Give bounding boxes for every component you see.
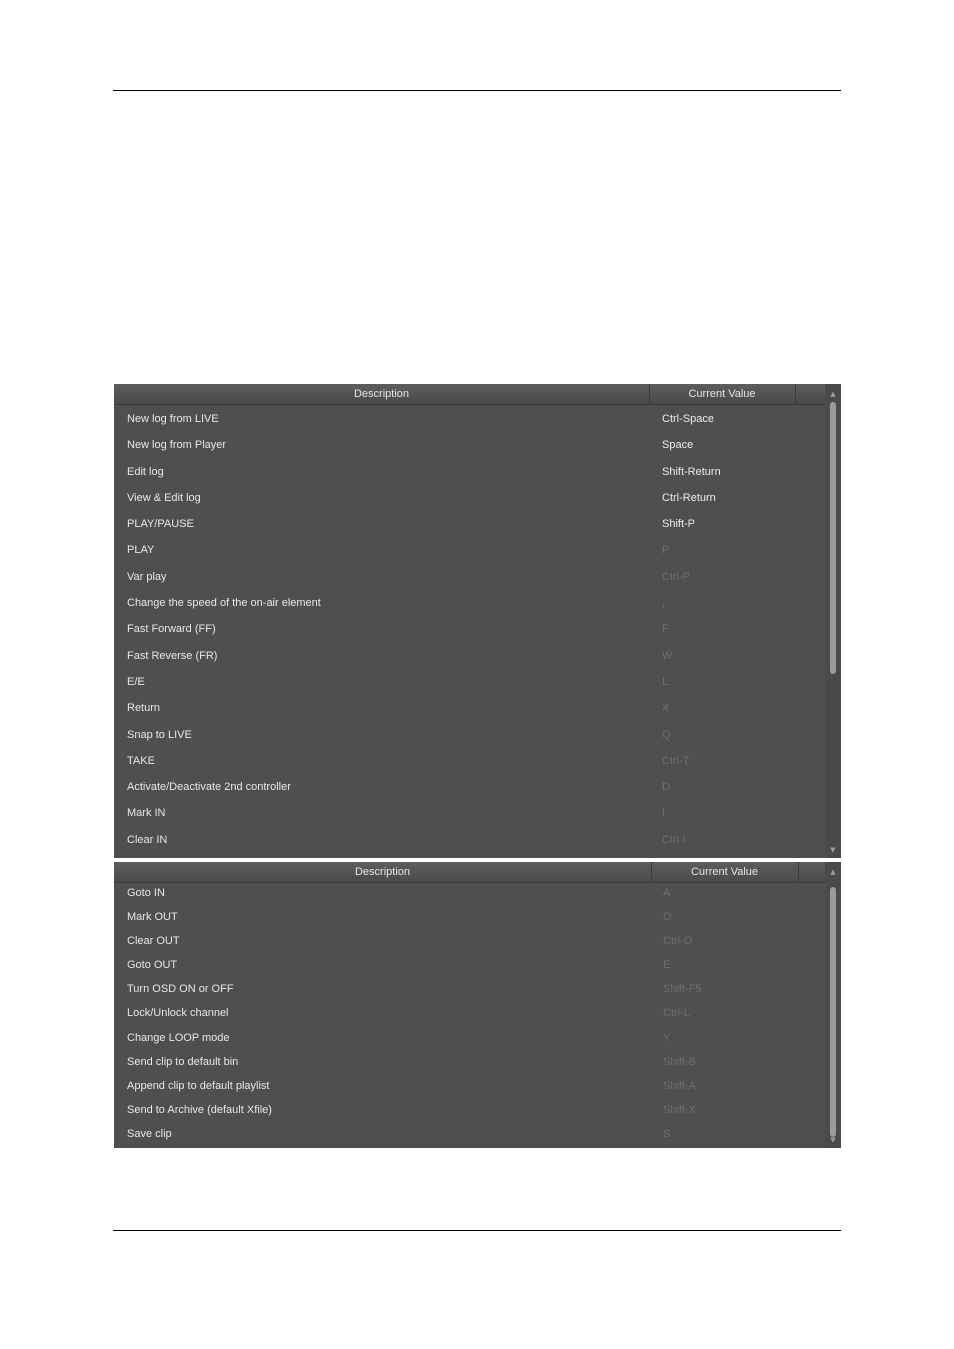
vertical-scrollbar[interactable] xyxy=(825,384,841,858)
shortcut-description: PLAY/PAUSE xyxy=(127,518,194,531)
shortcut-description: Fast Forward (FF) xyxy=(127,623,216,636)
shortcut-description: Goto OUT xyxy=(127,959,178,972)
table-row[interactable] xyxy=(114,977,825,1001)
table-row[interactable] xyxy=(114,590,825,616)
shortcut-value[interactable]: E xyxy=(663,959,671,972)
shortcut-value[interactable]: W xyxy=(662,649,673,662)
shortcut-description: Return xyxy=(127,702,161,715)
shortcut-description: Save clip xyxy=(127,1127,172,1140)
shortcut-description: Snap to LIVE xyxy=(127,728,192,741)
shortcut-description: PLAY xyxy=(127,544,155,557)
table-row[interactable] xyxy=(114,511,825,537)
table-row[interactable] xyxy=(114,669,825,695)
shortcut-description: New log from Player xyxy=(127,439,227,452)
page-footer-rule xyxy=(113,1230,841,1231)
table-row[interactable] xyxy=(114,827,825,853)
shortcut-value[interactable]: X xyxy=(662,702,670,715)
shortcut-description: View & Edit log xyxy=(127,491,201,504)
shortcut-description: TAKE xyxy=(127,754,155,767)
shortcut-description: E/E xyxy=(127,675,145,688)
shortcut-value[interactable]: Shift-B xyxy=(663,1055,697,1068)
shortcut-description: Goto IN xyxy=(127,887,165,899)
shortcut-value[interactable]: Q xyxy=(662,728,671,741)
shortcut-value[interactable]: Ctrl-L xyxy=(663,1007,690,1020)
table-header xyxy=(114,384,825,405)
page-header-rule xyxy=(113,90,841,91)
table-row[interactable] xyxy=(114,953,825,977)
table-row[interactable] xyxy=(114,881,825,905)
column-header-current-value[interactable]: Current Value xyxy=(649,384,796,404)
shortcut-description: Mark OUT xyxy=(127,911,178,924)
table-row[interactable] xyxy=(114,1050,825,1074)
shortcut-value[interactable]: Shift-A xyxy=(663,1079,697,1092)
column-header-description[interactable]: Description xyxy=(114,384,650,404)
table-row[interactable] xyxy=(114,459,825,485)
column-header-current-value[interactable]: Current Value xyxy=(651,862,799,882)
table-row[interactable] xyxy=(114,695,825,721)
scrollbar-thumb[interactable] xyxy=(830,402,836,674)
shortcut-value[interactable]: F xyxy=(662,623,669,636)
shortcut-description: Append clip to default playlist xyxy=(127,1079,270,1092)
shortcut-value[interactable]: S xyxy=(663,1127,671,1140)
shortcut-description: New log from LIVE xyxy=(127,413,219,425)
table-row[interactable] xyxy=(114,1074,825,1098)
table-row[interactable] xyxy=(114,1026,825,1050)
shortcut-value[interactable]: Ctrl-I xyxy=(662,833,686,846)
shortcut-description: Send clip to default bin xyxy=(127,1055,239,1068)
table-row[interactable] xyxy=(114,722,825,748)
shortcut-value[interactable]: , xyxy=(662,597,666,610)
table-header xyxy=(114,862,825,883)
scroll-down-arrow-icon[interactable]: ▼ xyxy=(830,846,836,854)
shortcut-description: Clear IN xyxy=(127,833,168,846)
vertical-scrollbar[interactable] xyxy=(825,862,841,1148)
table-row[interactable] xyxy=(114,643,825,669)
shortcut-description: Fast Reverse (FR) xyxy=(127,649,218,662)
table-row[interactable] xyxy=(114,800,825,826)
table-row[interactable] xyxy=(114,432,825,458)
shortcut-value[interactable]: Ctrl-Space xyxy=(662,413,714,425)
table-row[interactable] xyxy=(114,774,825,800)
table-row[interactable] xyxy=(114,1098,825,1122)
shortcut-description: Clear OUT xyxy=(127,935,180,948)
shortcut-value[interactable]: Shift-Return xyxy=(662,465,721,478)
shortcut-table-1 xyxy=(114,384,841,858)
shortcut-value[interactable]: L xyxy=(662,675,669,688)
shortcut-value[interactable]: P xyxy=(662,544,670,557)
shortcut-value[interactable]: Ctrl-O xyxy=(663,935,693,948)
table-row[interactable] xyxy=(114,1122,825,1146)
shortcut-description: Change the speed of the on-air element xyxy=(127,597,321,610)
column-header-description[interactable]: Description xyxy=(114,862,652,882)
shortcut-value[interactable]: Space xyxy=(662,439,694,452)
shortcut-value[interactable]: Ctrl-T xyxy=(662,754,690,767)
shortcut-value[interactable]: Shift-P xyxy=(662,518,696,531)
shortcut-description: Send to Archive (default Xfile) xyxy=(127,1103,272,1116)
table-row[interactable] xyxy=(114,485,825,511)
table-row[interactable] xyxy=(114,564,825,590)
shortcut-value[interactable]: O xyxy=(663,911,672,924)
table-body xyxy=(114,406,825,853)
scroll-down-arrow-icon[interactable]: ▼ xyxy=(830,1136,836,1144)
shortcut-value[interactable]: I xyxy=(662,807,666,820)
shortcut-description: Edit log xyxy=(127,465,164,478)
shortcut-description: Mark IN xyxy=(127,807,166,820)
table-row[interactable] xyxy=(114,537,825,563)
shortcut-description: Turn OSD ON or OFF xyxy=(127,983,234,996)
shortcut-value[interactable]: Shift-X xyxy=(663,1103,697,1116)
table-row[interactable] xyxy=(114,616,825,642)
table-row[interactable] xyxy=(114,905,825,929)
shortcut-table-2 xyxy=(114,862,841,1148)
table-row[interactable] xyxy=(114,748,825,774)
table-body xyxy=(114,881,825,1146)
scroll-up-arrow-icon[interactable]: ▲ xyxy=(830,390,836,398)
shortcut-description: Var play xyxy=(127,570,167,583)
shortcut-value[interactable]: Ctrl-P xyxy=(662,570,691,583)
shortcut-value[interactable]: D xyxy=(662,781,670,794)
shortcut-value[interactable]: A xyxy=(663,887,671,899)
shortcut-value[interactable]: Ctrl-Return xyxy=(662,491,716,504)
table-row[interactable] xyxy=(114,1001,825,1025)
scrollbar-thumb[interactable] xyxy=(830,887,836,1137)
shortcut-description: Lock/Unlock channel xyxy=(127,1007,229,1020)
table-row[interactable] xyxy=(114,406,825,432)
scroll-up-arrow-icon[interactable]: ▲ xyxy=(830,868,836,876)
table-row[interactable] xyxy=(114,929,825,953)
shortcut-description: Activate/Deactivate 2nd controller xyxy=(127,781,291,794)
shortcut-value[interactable]: Y xyxy=(663,1031,671,1044)
shortcut-description: Change LOOP mode xyxy=(127,1031,230,1044)
shortcut-value[interactable]: Shift-F5 xyxy=(663,983,702,996)
